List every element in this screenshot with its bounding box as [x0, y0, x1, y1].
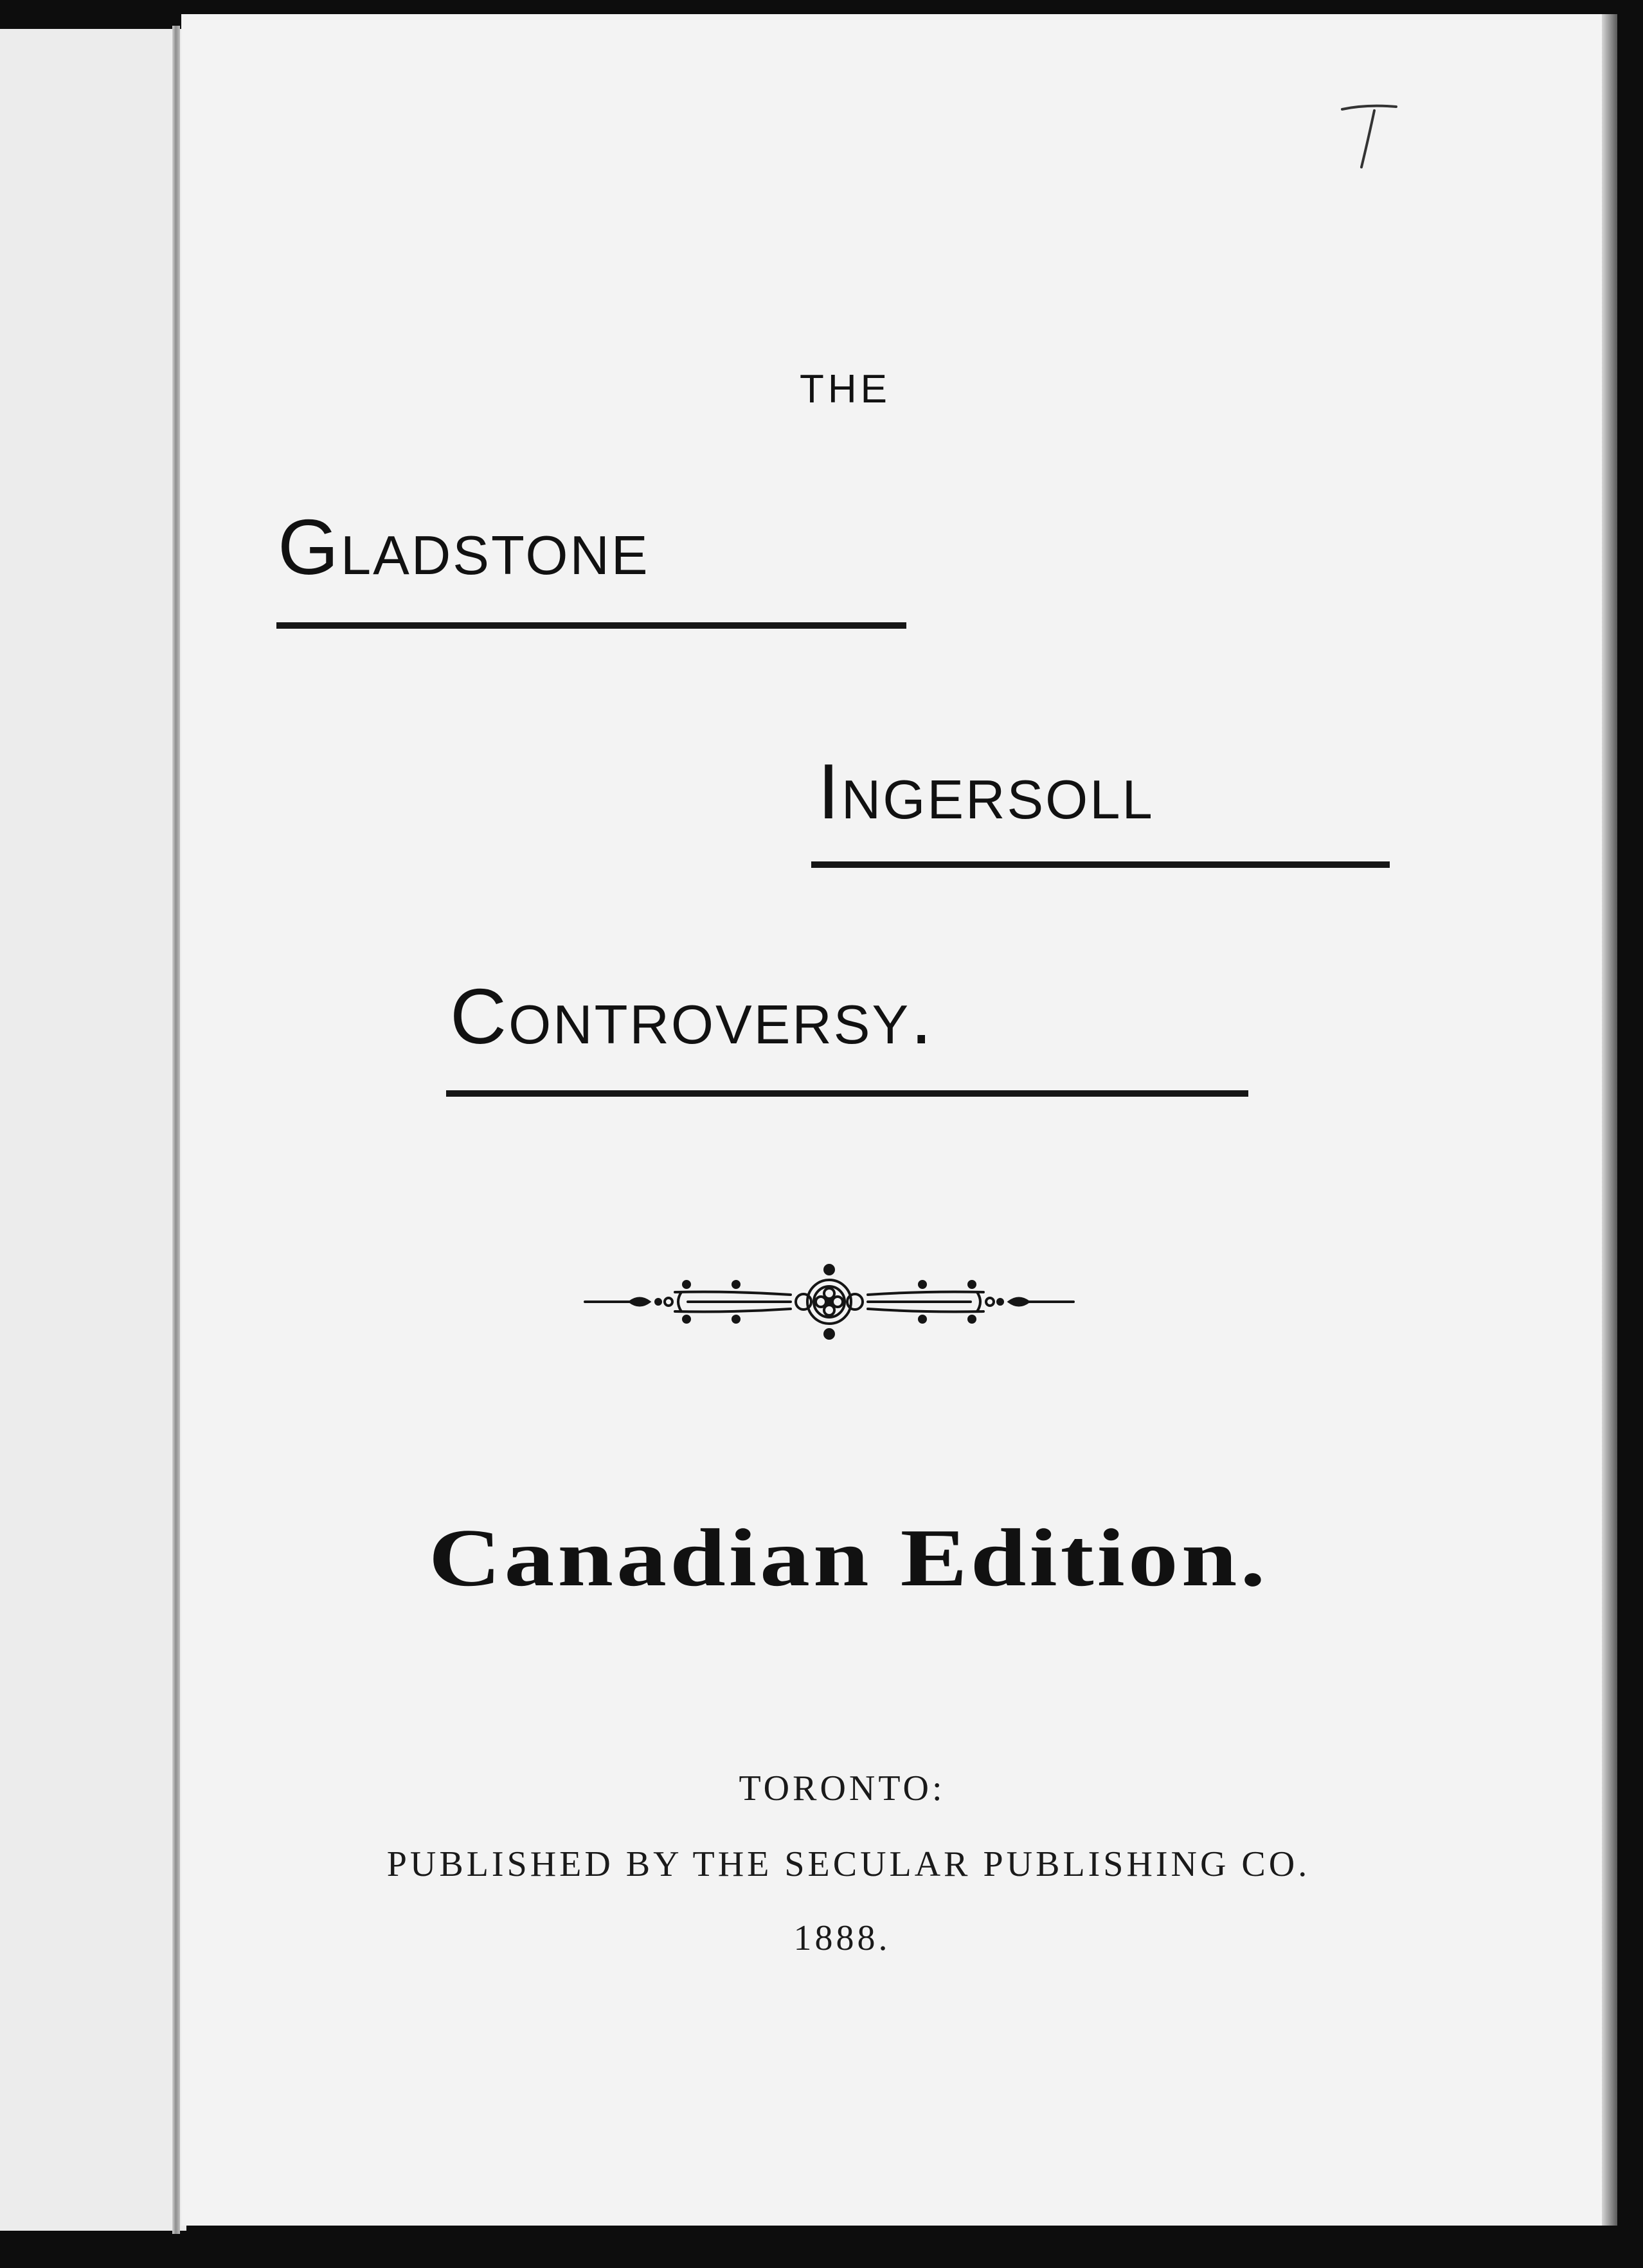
title-underline: [811, 861, 1390, 868]
title-word-controversy: Controversy.: [450, 973, 935, 1060]
title-word-ingersoll: Ingersoll: [818, 748, 1154, 835]
handwritten-mark-icon: [1337, 96, 1401, 174]
book-gutter: [172, 26, 180, 2234]
flourish-ornament-icon: [579, 1254, 1080, 1350]
page-edge-shadow: [1602, 14, 1617, 2226]
edition-statement: Canadian Edition.: [428, 1512, 1269, 1603]
title-page: [181, 14, 1602, 2226]
title-word-gladstone: Gladstone: [278, 503, 650, 591]
title-underline: [276, 622, 906, 629]
facing-page-edge: [0, 29, 186, 2231]
title-underline: [446, 1090, 1248, 1097]
title-article: THE: [800, 367, 891, 411]
imprint-year: 1888.: [793, 1918, 891, 1958]
imprint-city: TORONTO:: [739, 1769, 946, 1808]
imprint-publisher: PUBLISHED BY THE SECULAR PUBLISHING CO.: [386, 1844, 1311, 1884]
